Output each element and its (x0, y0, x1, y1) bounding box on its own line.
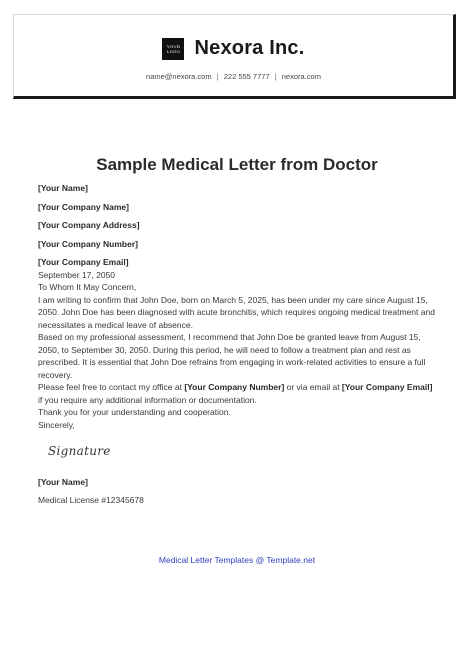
closing: Sincerely, (38, 419, 75, 430)
sender-name: [Your Name] (38, 183, 88, 193)
paragraph-3-text: if you require any additional information or documentation. (38, 394, 257, 405)
paragraph-3-number: [Your Company Number] (184, 382, 285, 392)
company-name: Nexora Inc. (194, 37, 305, 59)
company-logo: YOUR LOGO (162, 38, 184, 60)
paragraph-2: Based on my professional assessment, I recommend that John Doe be granted leave from August 15, 2050, to September 30, 2050. During this period, he will need to follow a treatment plan and rest as prescribed. It is essential that John Doe refrains from engaging in work-related activities to ensure a full recovery. (38, 332, 426, 380)
contact-separator: | (216, 72, 219, 81)
medical-license: Medical License #12345678 (38, 495, 144, 505)
paragraph-3-text: or via email at (284, 382, 342, 392)
footer-template-link[interactable]: Medical Letter Templates @ Template.net (158, 555, 316, 565)
paragraph-3-email: [Your Company Email] (341, 382, 433, 392)
brand-row (14, 37, 453, 60)
document-title: Sample Medical Letter from Doctor (96, 155, 378, 174)
paragraph-1: I am writing to confirm that John Doe, born on March 5, 2025, has been under my care since August 15, 2050. John Doe has been diagnosed with acute bronchitis, which requires ongoing medical treatment and necessitates a medical leave of absence. (38, 294, 435, 330)
paragraph-3-text: Please feel free to contact my office at (38, 382, 185, 392)
contact-phone: 222 555 7777 (223, 72, 270, 81)
signoff-name: [Your Name] (38, 476, 88, 487)
letter-body (38, 182, 438, 507)
letterhead (13, 14, 456, 99)
sender-company-email: [Your Company Email] (38, 257, 129, 267)
contact-separator: | (274, 72, 277, 81)
salutation: To Whom It May Concern, (38, 282, 137, 292)
letter-date: September 17, 2050 (38, 269, 116, 280)
sender-company-address: [Your Company Address] (38, 220, 140, 230)
signature: Signature (48, 444, 111, 458)
contact-email: name@nexora.com (146, 72, 212, 81)
paragraph-3 (38, 381, 438, 406)
sender-company-number: [Your Company Number] (38, 238, 138, 249)
contact-website: nexora.com (281, 72, 321, 81)
contact-line (14, 72, 453, 81)
paragraph-4: Thank you for your understanding and cooperation. (38, 407, 231, 417)
sender-company-name: [Your Company Name] (38, 201, 129, 212)
